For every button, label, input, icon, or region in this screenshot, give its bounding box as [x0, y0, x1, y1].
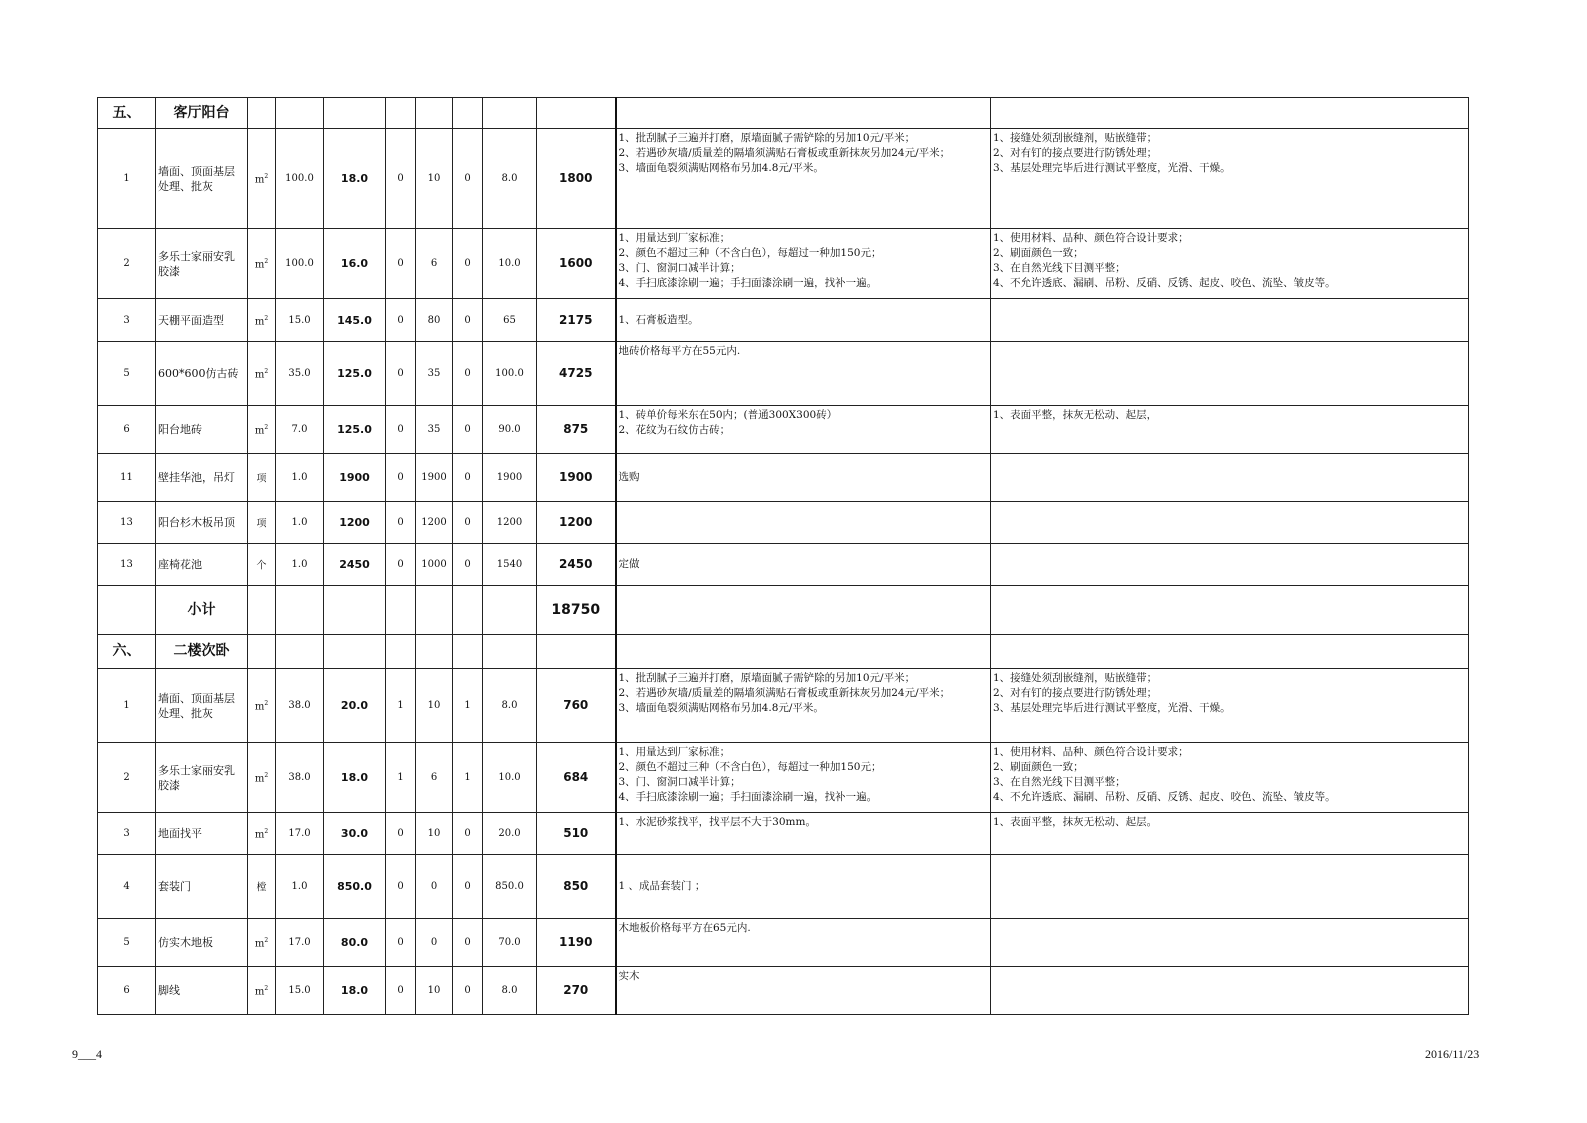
item-description: 实木: [616, 967, 991, 1015]
item-total: 1800: [537, 129, 616, 229]
item-seq: 6: [98, 406, 156, 454]
item-unit: [248, 743, 276, 813]
unit-superscript: 2: [264, 424, 269, 432]
empty-cell: [991, 98, 1469, 129]
item-unit-price: 145.0: [324, 299, 386, 342]
item-cost-3: 0: [453, 855, 483, 919]
item-cost-2: 6: [416, 743, 453, 813]
item-name: 脚线: [156, 967, 248, 1015]
item-quantity: 17.0: [276, 813, 324, 855]
item-cost-1: 0: [386, 229, 416, 299]
unit-text: m: [254, 174, 265, 186]
item-cost-3: 0: [453, 129, 483, 229]
item-name: 地面找平: [156, 813, 248, 855]
item-unit: [248, 342, 276, 406]
item-cost-1: 1: [386, 669, 416, 743]
table-row: [98, 855, 1469, 919]
empty-cell: [276, 586, 324, 635]
item-total: 850: [537, 855, 616, 919]
item-total: 2450: [537, 544, 616, 586]
item-seq: 5: [98, 342, 156, 406]
item-cost-2: 80: [416, 299, 453, 342]
item-standard: 1、使用材料、品种、颜色符合设计要求； 2、刷面颜色一致； 3、在自然光线下目测平整； 4、不允许透底、漏刷、吊粉、反硝、反锈、起皮、咬色、流坠、皱皮等。: [991, 229, 1469, 299]
section-header-row: [98, 635, 1469, 669]
item-cost-3: 0: [453, 229, 483, 299]
unit-text: 个: [256, 560, 267, 572]
item-description: 1、用量达到厂家标准； 2、颜色不超过三种（不含白色），每超过一种加150元； 3、门、窗洞口减半计算； 4、手扫底漆涂刷一遍；手扫面漆涂刷一遍，找补一遍。: [616, 229, 991, 299]
empty-cell: [276, 98, 324, 129]
item-cost-4: 8.0: [483, 967, 537, 1015]
item-cost-4: 8.0: [483, 669, 537, 743]
item-cost-3: 0: [453, 299, 483, 342]
empty-cell: [386, 586, 416, 635]
table-row: [98, 129, 1469, 229]
item-cost-4: 1540: [483, 544, 537, 586]
table-row: [98, 967, 1469, 1015]
empty-cell: [98, 586, 156, 635]
item-total: 1190: [537, 919, 616, 967]
item-cost-4: 10.0: [483, 743, 537, 813]
item-seq: 1: [98, 669, 156, 743]
unit-superscript: 2: [264, 828, 269, 836]
item-unit: [248, 967, 276, 1015]
empty-cell: [248, 635, 276, 669]
item-quantity: 38.0: [276, 743, 324, 813]
item-total: 1200: [537, 502, 616, 544]
item-description: 地砖价格每平方在55元内.: [616, 342, 991, 406]
item-quantity: 100.0: [276, 129, 324, 229]
item-name: 多乐士家丽安乳胶漆: [156, 229, 248, 299]
item-cost-1: 0: [386, 406, 416, 454]
item-cost-4: 65: [483, 299, 537, 342]
item-description: 1、砖单价每米东在50内；(普通300X300砖） 2、花纹为石纹仿古砖；: [616, 406, 991, 454]
unit-superscript: 2: [264, 258, 269, 266]
unit-superscript: 2: [264, 772, 269, 780]
item-seq: 1: [98, 129, 156, 229]
item-cost-2: 1000: [416, 544, 453, 586]
item-unit: [248, 299, 276, 342]
section-number: 五、: [98, 98, 156, 129]
empty-cell: [248, 586, 276, 635]
item-cost-2: 0: [416, 919, 453, 967]
item-cost-4: 100.0: [483, 342, 537, 406]
empty-cell: [453, 635, 483, 669]
item-total: 510: [537, 813, 616, 855]
item-unit: [248, 406, 276, 454]
item-quantity: 1.0: [276, 855, 324, 919]
item-description: 1、水泥砂浆找平，找平层不大于30mm。: [616, 813, 991, 855]
section-title: 客厅阳台: [156, 98, 248, 129]
subtotal-label: 小计: [156, 586, 248, 635]
item-cost-2: 1200: [416, 502, 453, 544]
item-standard: [991, 299, 1469, 342]
item-unit: [248, 855, 276, 919]
item-total: 760: [537, 669, 616, 743]
item-unit-price: 125.0: [324, 342, 386, 406]
unit-text: m: [254, 316, 265, 328]
item-cost-3: 0: [453, 544, 483, 586]
empty-cell: [416, 98, 453, 129]
item-standard: [991, 919, 1469, 967]
item-unit: [248, 229, 276, 299]
item-name: 套装门: [156, 855, 248, 919]
item-unit: [248, 454, 276, 502]
item-unit-price: 80.0: [324, 919, 386, 967]
page-number: 9___4: [72, 1047, 102, 1061]
item-seq: 3: [98, 813, 156, 855]
item-total: 4725: [537, 342, 616, 406]
item-unit-price: 125.0: [324, 406, 386, 454]
table-row: [98, 342, 1469, 406]
unit-text: m: [254, 425, 265, 437]
unit-text: m: [254, 829, 265, 841]
item-description: 1、用量达到厂家标准； 2、颜色不超过三种（不含白色），每超过一种加150元； 3、门、窗洞口减半计算； 4、手扫底漆涂刷一遍；手扫面漆涂刷一遍，找补一遍。: [616, 743, 991, 813]
item-cost-1: 0: [386, 299, 416, 342]
item-total: 1900: [537, 454, 616, 502]
table-row: [98, 229, 1469, 299]
empty-cell: [416, 635, 453, 669]
item-unit-price: 1900: [324, 454, 386, 502]
empty-cell: [616, 635, 991, 669]
unit-text: m: [254, 773, 265, 785]
item-name: 阳台杉木板吊顶: [156, 502, 248, 544]
item-unit: [248, 502, 276, 544]
empty-cell: [324, 586, 386, 635]
empty-cell: [386, 98, 416, 129]
item-seq: 5: [98, 919, 156, 967]
item-cost-3: 0: [453, 454, 483, 502]
unit-text: m: [254, 986, 265, 998]
empty-cell: [453, 98, 483, 129]
unit-superscript: 2: [264, 985, 269, 993]
item-cost-2: 10: [416, 813, 453, 855]
item-unit-price: 2450: [324, 544, 386, 586]
item-cost-3: 0: [453, 919, 483, 967]
item-cost-1: 0: [386, 813, 416, 855]
empty-cell: [537, 98, 616, 129]
print-date: 2016/11/23: [1425, 1047, 1480, 1061]
unit-superscript: 2: [264, 314, 269, 322]
item-cost-1: 0: [386, 855, 416, 919]
table-row: [98, 544, 1469, 586]
item-seq: 2: [98, 743, 156, 813]
item-name: 600*600仿古砖: [156, 342, 248, 406]
item-cost-2: 0: [416, 855, 453, 919]
table-row: [98, 299, 1469, 342]
unit-text: m: [254, 701, 265, 713]
item-cost-3: 0: [453, 406, 483, 454]
item-description: 1、石膏板造型。: [616, 299, 991, 342]
item-standard: [991, 454, 1469, 502]
item-description: 1、批刮腻子三遍并打磨，原墙面腻子需铲除的另加10元/平米； 2、若遇砂灰墙/质量差的隔墙须满贴石膏板或重新抹灰另加24元/平米； 3、墙面龟裂须满贴网格布另加4.8元/平米。: [616, 129, 991, 229]
item-total: 684: [537, 743, 616, 813]
unit-text: 樘: [256, 882, 267, 894]
item-cost-4: 10.0: [483, 229, 537, 299]
item-total: 1600: [537, 229, 616, 299]
empty-cell: [453, 586, 483, 635]
item-unit-price: 16.0: [324, 229, 386, 299]
item-cost-4: 20.0: [483, 813, 537, 855]
item-quantity: 7.0: [276, 406, 324, 454]
item-description: 木地板价格每平方在65元内.: [616, 919, 991, 967]
item-cost-1: 0: [386, 544, 416, 586]
item-seq: 2: [98, 229, 156, 299]
item-cost-2: 35: [416, 406, 453, 454]
item-cost-4: 90.0: [483, 406, 537, 454]
table-row: [98, 406, 1469, 454]
item-cost-1: 0: [386, 342, 416, 406]
empty-cell: [324, 635, 386, 669]
empty-cell: [248, 98, 276, 129]
item-standard: 1、接缝处须刮嵌缝剂，贴嵌缝带； 2、对有钉的接点要进行防锈处理； 3、基层处理完毕后进行测试平整度，光滑、干燥。: [991, 129, 1469, 229]
item-cost-2: 35: [416, 342, 453, 406]
item-cost-4: 8.0: [483, 129, 537, 229]
item-standard: [991, 855, 1469, 919]
item-unit-price: 18.0: [324, 743, 386, 813]
item-cost-1: 0: [386, 502, 416, 544]
item-seq: 4: [98, 855, 156, 919]
item-total: 2175: [537, 299, 616, 342]
subtotal-row: [98, 586, 1469, 635]
item-unit-price: 850.0: [324, 855, 386, 919]
section-header-row: [98, 98, 1469, 129]
item-name: 壁挂华池，吊灯: [156, 454, 248, 502]
item-cost-2: 6: [416, 229, 453, 299]
item-standard: 1、表面平整，抹灰无松动、起层，: [991, 406, 1469, 454]
table-row: [98, 813, 1469, 855]
item-quantity: 15.0: [276, 299, 324, 342]
item-total: 270: [537, 967, 616, 1015]
empty-cell: [416, 586, 453, 635]
section-title: 二楼次卧: [156, 635, 248, 669]
item-name: 座椅花池: [156, 544, 248, 586]
item-standard: [991, 502, 1469, 544]
unit-text: m: [254, 259, 265, 271]
item-cost-4: 1900: [483, 454, 537, 502]
item-quantity: 15.0: [276, 967, 324, 1015]
unit-superscript: 2: [264, 368, 269, 376]
item-standard: [991, 342, 1469, 406]
item-cost-1: 1: [386, 743, 416, 813]
unit-superscript: 2: [264, 173, 269, 181]
table-row: [98, 669, 1469, 743]
subtotal-value: 18750: [537, 586, 616, 635]
item-description: [616, 502, 991, 544]
item-unit: [248, 813, 276, 855]
item-cost-1: 0: [386, 129, 416, 229]
empty-cell: [276, 635, 324, 669]
item-unit-price: 18.0: [324, 967, 386, 1015]
item-name: 墙面、顶面基层处理、批灰: [156, 669, 248, 743]
item-quantity: 1.0: [276, 544, 324, 586]
item-seq: 11: [98, 454, 156, 502]
item-cost-4: 70.0: [483, 919, 537, 967]
empty-cell: [991, 635, 1469, 669]
item-standard: 1、使用材料、品种、颜色符合设计要求； 2、刷面颜色一致； 3、在自然光线下目测平整； 4、不允许透底、漏刷、吊粉、反硝、反锈、起皮、咬色、流坠、皱皮等。: [991, 743, 1469, 813]
table-row: [98, 454, 1469, 502]
item-name: 阳台地砖: [156, 406, 248, 454]
item-standard: [991, 967, 1469, 1015]
item-quantity: 17.0: [276, 919, 324, 967]
item-name: 多乐士家丽安乳胶漆: [156, 743, 248, 813]
item-unit: [248, 544, 276, 586]
table-row: [98, 919, 1469, 967]
unit-superscript: 2: [264, 937, 269, 945]
item-cost-3: 0: [453, 813, 483, 855]
item-cost-3: 0: [453, 502, 483, 544]
item-unit-price: 20.0: [324, 669, 386, 743]
empty-cell: [324, 98, 386, 129]
item-quantity: 35.0: [276, 342, 324, 406]
item-cost-2: 10: [416, 669, 453, 743]
item-cost-3: 1: [453, 669, 483, 743]
item-unit-price: 30.0: [324, 813, 386, 855]
item-standard: [991, 544, 1469, 586]
empty-cell: [616, 586, 991, 635]
item-description: 1、批刮腻子三遍并打磨，原墙面腻子需铲除的另加10元/平米； 2、若遇砂灰墙/质量差的隔墙须满贴石膏板或重新抹灰另加24元/平米； 3、墙面龟裂须满贴网格布另加4.8元/平米。: [616, 669, 991, 743]
item-cost-4: 1200: [483, 502, 537, 544]
item-cost-2: 10: [416, 967, 453, 1015]
item-description: 选购: [616, 454, 991, 502]
empty-cell: [616, 98, 991, 129]
item-seq: 13: [98, 544, 156, 586]
item-unit: [248, 919, 276, 967]
item-cost-2: 1900: [416, 454, 453, 502]
item-cost-4: 850.0: [483, 855, 537, 919]
empty-cell: [483, 586, 537, 635]
unit-text: m: [254, 369, 265, 381]
item-seq: 3: [98, 299, 156, 342]
item-quantity: 100.0: [276, 229, 324, 299]
item-cost-3: 1: [453, 743, 483, 813]
item-cost-2: 10: [416, 129, 453, 229]
item-cost-1: 0: [386, 967, 416, 1015]
item-name: 天棚平面造型: [156, 299, 248, 342]
item-name: 墙面、顶面基层处理、批灰: [156, 129, 248, 229]
item-seq: 6: [98, 967, 156, 1015]
quotation-table: [97, 97, 1469, 1015]
empty-cell: [386, 635, 416, 669]
empty-cell: [483, 635, 537, 669]
unit-text: 项: [256, 473, 267, 485]
item-unit: [248, 669, 276, 743]
empty-cell: [483, 98, 537, 129]
item-description: 定做: [616, 544, 991, 586]
item-name: 仿实木地板: [156, 919, 248, 967]
item-cost-3: 0: [453, 342, 483, 406]
empty-cell: [991, 586, 1469, 635]
item-quantity: 1.0: [276, 502, 324, 544]
table-row: [98, 502, 1469, 544]
item-quantity: 38.0: [276, 669, 324, 743]
unit-text: m: [254, 938, 265, 950]
item-unit: [248, 129, 276, 229]
item-cost-3: 0: [453, 967, 483, 1015]
item-description: 1 、成品套装门 ；: [616, 855, 991, 919]
item-total: 875: [537, 406, 616, 454]
item-unit-price: 1200: [324, 502, 386, 544]
item-cost-1: 0: [386, 454, 416, 502]
unit-text: 项: [256, 518, 267, 530]
item-seq: 13: [98, 502, 156, 544]
empty-cell: [537, 635, 616, 669]
item-quantity: 1.0: [276, 454, 324, 502]
section-number: 六、: [98, 635, 156, 669]
unit-superscript: 2: [264, 700, 269, 708]
item-cost-1: 0: [386, 919, 416, 967]
table-row: [98, 743, 1469, 813]
item-standard: 1、表面平整，抹灰无松动、起层。: [991, 813, 1469, 855]
item-standard: 1、接缝处须刮嵌缝剂，贴嵌缝带； 2、对有钉的接点要进行防锈处理； 3、基层处理完毕后进行测试平整度，光滑、干燥。: [991, 669, 1469, 743]
item-unit-price: 18.0: [324, 129, 386, 229]
